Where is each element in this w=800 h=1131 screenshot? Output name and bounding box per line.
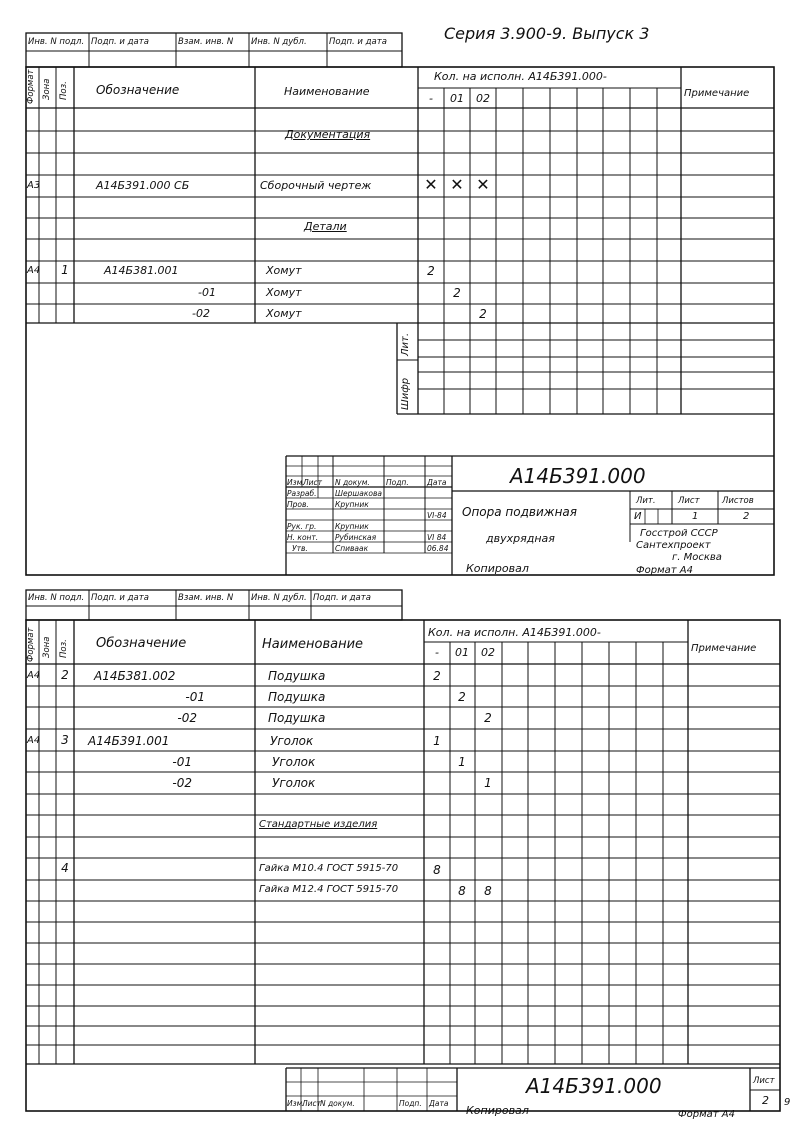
side-label-shifr: Шифр (400, 377, 411, 410)
org-line-2: Сантехпроект (636, 540, 711, 551)
col-qty-group: Кол. на исполн. А14Б391.000- (434, 70, 607, 83)
qty-cross-icon: ✕ (476, 175, 490, 194)
row-name: Уголок (270, 734, 314, 748)
row-designation: -02 (192, 307, 210, 320)
row-format: А4 (27, 670, 41, 681)
section-documentation: Документация (285, 128, 371, 141)
tb-sheets-value: 2 (743, 511, 750, 522)
tb-lit-value: И (634, 511, 642, 522)
row-name: Подушка (268, 690, 326, 704)
qty-col-02: 02 (476, 92, 490, 105)
tb-date: VI-84 (427, 511, 447, 520)
col-note: Примечание (691, 643, 757, 654)
row-qty: 1 (484, 776, 492, 790)
tb-head-izm: Изм. (287, 478, 305, 487)
tb-role: Н. конт. (287, 533, 319, 542)
col-name: Наименование (262, 637, 364, 652)
row-qty: 1 (433, 734, 441, 748)
row-qty: 2 (479, 307, 487, 321)
row-designation: А14Б391.000 СБ (96, 179, 190, 192)
strip-inv-podl: Инв. N подл. (28, 593, 85, 603)
tb-head-ndoc: N докум. (320, 1099, 355, 1108)
copied-label: Копировал (466, 1104, 529, 1117)
row-qty: 2 (484, 711, 492, 725)
qty-col-02: 02 (481, 646, 495, 659)
col-designation: Обозначение (96, 636, 187, 651)
strip-inv-dubl: Инв. N дубл. (251, 37, 307, 47)
tb-person: Спиваак (335, 544, 369, 553)
strip-vzam-inv: Взам. инв. N (178, 37, 234, 47)
row-name: Подушка (268, 669, 326, 683)
format-label: Формат А4 (636, 565, 693, 576)
row-format: А3 (27, 180, 41, 191)
row-name: Сборочный чертеж (260, 179, 372, 192)
strip-vzam-inv: Взам. инв. N (178, 593, 234, 603)
tb-head-podp: Подп. (399, 1099, 422, 1108)
org-line-3: г. Москва (672, 552, 722, 563)
doc-code: А14Б391.000 (526, 1074, 662, 1098)
row-designation: -01 (198, 286, 216, 299)
copied-label: Копировал (466, 562, 529, 575)
title-line-2: двухрядная (486, 532, 555, 545)
row-qty: 8 (458, 884, 466, 898)
row-format: А4 (27, 265, 41, 276)
row-qty: 8 (484, 884, 492, 898)
tb-head-podp: Подп. (386, 478, 409, 487)
tb-sheet-value: 2 (762, 1094, 769, 1107)
row-name: Хомут (266, 286, 302, 299)
qty-col-01: 01 (450, 92, 464, 105)
col-format: Формат (26, 627, 36, 662)
col-pos: Поз. (59, 81, 69, 100)
row-name: Подушка (268, 711, 326, 725)
tb-head-ndoc: N докум. (335, 478, 370, 487)
qty-cross-icon: ✕ (424, 175, 438, 194)
tb-date: 06.84 (427, 544, 449, 553)
col-pos: Поз. (59, 639, 69, 658)
tb-person: Крупник (335, 522, 369, 531)
row-pos: 4 (61, 861, 69, 875)
tb-head-izm: Изм. (287, 1099, 305, 1108)
col-note: Примечание (684, 88, 750, 99)
tb-lit-label: Лит. (636, 496, 656, 506)
row-pos: 1 (61, 263, 69, 277)
row-designation: -02 (172, 776, 192, 790)
tb-head-list: Лист (302, 1099, 322, 1108)
tb-head-list: Лист (303, 478, 323, 487)
tb-role: Разраб. (287, 489, 317, 498)
strip-podp-data: Подп. и дата (91, 593, 149, 603)
row-designation: -01 (185, 690, 205, 704)
strip-inv-dubl: Инв. N дубл. (251, 593, 307, 603)
row-name: Гайка М12.4 ГОСТ 5915-70 (259, 884, 399, 895)
col-format: Формат (26, 69, 36, 104)
tb-role: Утв. (292, 544, 308, 553)
row-qty: 8 (433, 863, 441, 877)
tb-role: Рук. гр. (287, 522, 317, 531)
tb-sheet-value: 1 (692, 511, 699, 522)
tb-date: VI 84 (427, 533, 447, 542)
row-qty: 2 (458, 690, 466, 704)
row-name: Уголок (272, 755, 316, 769)
col-qty-group: Кол. на исполн. А14Б391.000- (428, 626, 601, 639)
row-qty: 2 (427, 264, 435, 278)
qty-col-01: 01 (455, 646, 469, 659)
row-name: Хомут (266, 264, 302, 277)
row-qty: 2 (433, 669, 441, 683)
qty-cross-icon: ✕ (450, 175, 464, 194)
tb-sheet-label: Лист (753, 1076, 775, 1086)
row-designation: А14Б391.001 (88, 734, 170, 748)
row-qty: 1 (458, 755, 466, 769)
row-designation: -02 (177, 711, 197, 725)
qty-col-base: - (429, 92, 433, 105)
strip-podp-data: Подп. и дата (91, 37, 149, 47)
tb-person: Шершакова (335, 489, 382, 498)
tb-person: Рубинская (335, 533, 377, 542)
tb-head-data: Дата (429, 1099, 449, 1108)
row-pos: 3 (61, 733, 69, 747)
side-label-lit: Лит. (400, 332, 411, 356)
row-name: Хомут (266, 307, 302, 320)
col-zone: Зона (42, 78, 52, 100)
tb-person: Крупник (335, 500, 369, 509)
org-line-1: Госстрой СССР (640, 528, 718, 539)
tb-role: Пров. (287, 500, 309, 509)
tb-sheets-label: Листов (722, 496, 754, 506)
row-pos: 2 (61, 668, 69, 682)
series-note: Серия 3.900-9. Выпуск 3 (444, 24, 650, 43)
row-designation: А14Б381.001 (104, 264, 179, 277)
row-name: Уголок (272, 776, 316, 790)
format-label: Формат А4 (678, 1109, 735, 1120)
strip-podp-data-2: Подп. и дата (329, 37, 387, 47)
row-qty: 2 (453, 286, 461, 300)
row-format: А4 (27, 735, 41, 746)
col-name: Наименование (284, 85, 370, 98)
corner-mark: 9 (784, 1097, 791, 1108)
strip-inv-podl: Инв. N подл. (28, 37, 85, 47)
col-zone: Зона (42, 636, 52, 658)
row-designation: А14Б381.002 (94, 669, 176, 683)
qty-col-base: - (435, 646, 439, 659)
doc-code: А14Б391.000 (510, 464, 646, 488)
col-designation: Обозначение (96, 83, 180, 97)
section-standard: Стандартные изделия (259, 819, 378, 830)
title-line-1: Опора подвижная (462, 505, 578, 519)
tb-sheet-label: Лист (678, 496, 700, 506)
strip-podp-data-2: Подп. и дата (313, 593, 371, 603)
row-designation: -01 (172, 755, 192, 769)
section-details: Детали (304, 220, 347, 233)
row-name: Гайка М10.4 ГОСТ 5915-70 (259, 863, 399, 874)
tb-head-data: Дата (427, 478, 447, 487)
